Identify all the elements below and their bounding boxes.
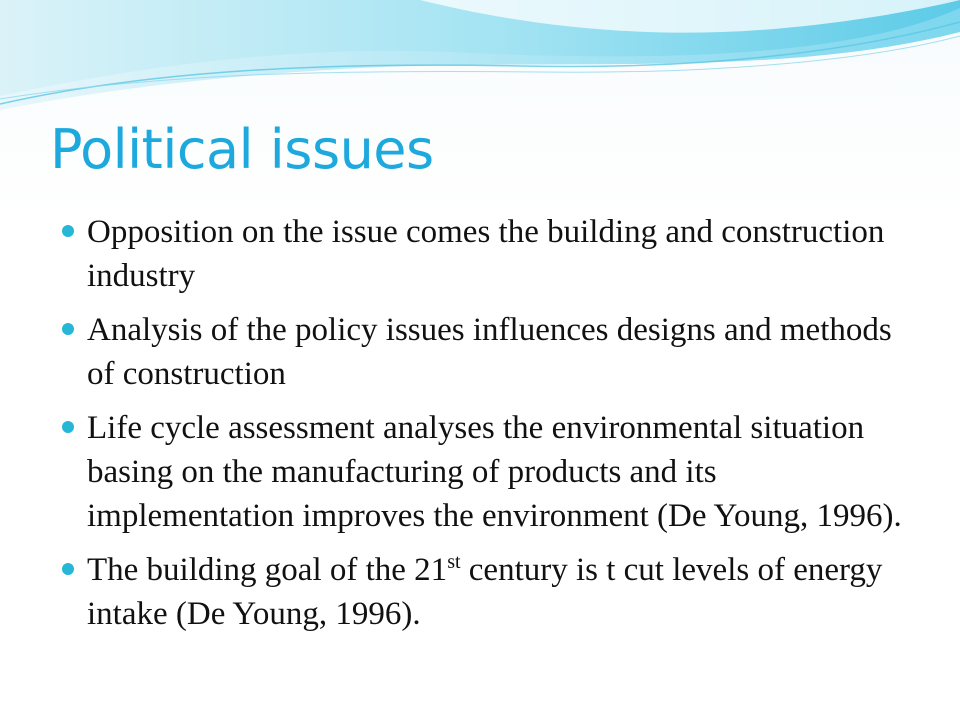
bullet-dot-icon	[62, 563, 74, 575]
header-wave-decoration	[0, 0, 960, 120]
bullet-text-building-goal	[87, 552, 882, 632]
bullet-list	[62, 210, 912, 646]
bullet-dot-icon	[62, 225, 74, 237]
bullet-dot-icon	[62, 323, 74, 335]
bullet-item-life-cycle-assessment	[62, 406, 912, 538]
bullet-item-opposition	[62, 210, 912, 298]
ordinal-superscript: st	[447, 551, 461, 573]
bullet-item-policy-analysis	[62, 308, 912, 396]
bullet-text-opposition: Opposition on the issue comes the building and construction industry	[87, 214, 885, 294]
building-goal-text-end: century is t cut levels of energy intake (De Young, 1996).	[87, 552, 883, 632]
slide-title: Political issues	[50, 118, 434, 181]
bullet-item-building-goal	[62, 548, 912, 636]
bullet-dot-icon	[62, 421, 74, 433]
bullet-text-life-cycle-assessment: Life cycle assessment analyses the environmental situation basing on the manufacturing of products and its implementation improves the environment (De Young, 1996).	[87, 410, 902, 534]
bullet-text-policy-analysis: Analysis of the policy issues influences designs and methods of construction	[87, 312, 892, 392]
building-goal-text-start: The building goal of the 21	[87, 552, 448, 588]
